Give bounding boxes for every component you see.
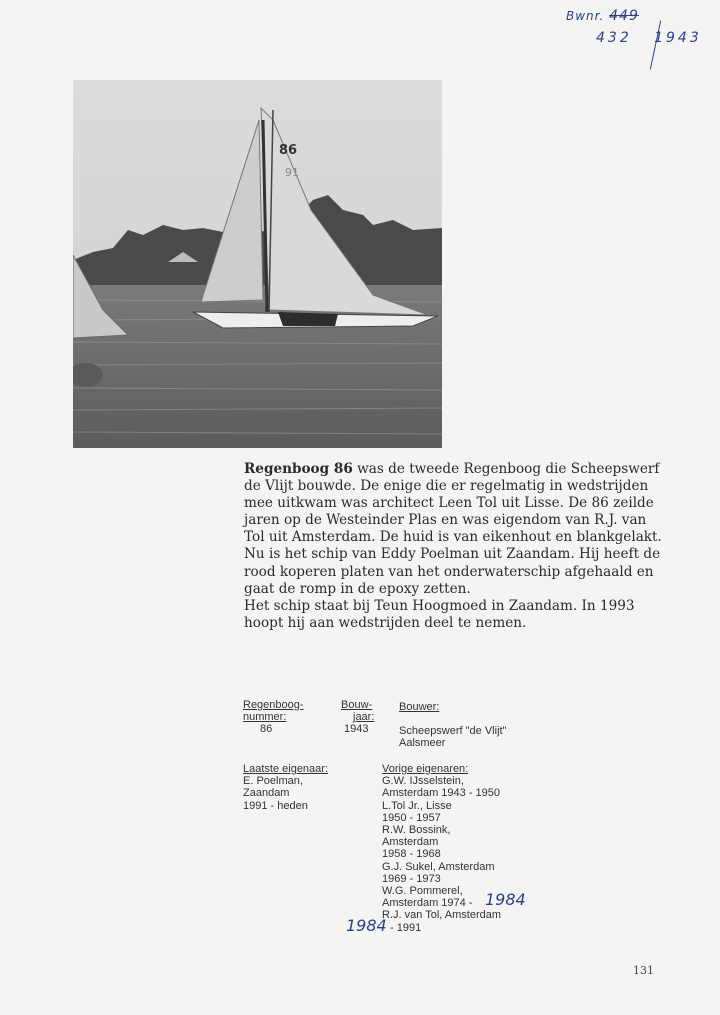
sailboat-photo <box>73 80 442 448</box>
bouwer-block <box>399 701 506 750</box>
annotation-year: 1943 <box>654 30 702 46</box>
vorige-eigenaar-line: - 1991 <box>390 921 422 934</box>
vorige-eigenaren-label: Vorige eigenaren: <box>382 763 469 775</box>
vorige-eigenaar-line: 1950 - 1957 <box>382 811 441 824</box>
nummer-label-line1: Regenboog- <box>243 699 304 711</box>
bouwer-line2: Aalsmeer <box>399 737 446 750</box>
annotation-number: 432 <box>596 30 632 46</box>
bouwjaar-value: 1943 <box>344 723 369 736</box>
handwritten-year-1984: 1984 <box>485 890 526 909</box>
sailboat-photo-drawing <box>73 80 442 448</box>
vorige-eigenaren-block <box>382 763 501 934</box>
handwritten-register-number <box>566 8 639 24</box>
bouwjaar-label-line2: jaar: <box>353 711 375 724</box>
annotation-struck-number: 449 <box>609 8 639 24</box>
sail-number-ghost: 91 <box>285 166 299 179</box>
vorige-eigenaar-line: Amsterdam 1974 - <box>382 897 473 910</box>
vorige-eigenaar-line: W.G. Pommerel, <box>382 885 463 898</box>
vorige-eigenaar-line: R.J. van Tol, Amsterdam <box>382 909 502 922</box>
vorige-eigenaar-line: G.J. Sukel, Amsterdam <box>382 860 495 873</box>
vorige-eigenaar-line: 1969 - 1973 <box>382 872 441 885</box>
article-paragraph-1 <box>244 461 664 546</box>
vorige-eigenaar-line: R.W. Bossink, <box>382 824 451 837</box>
page-number: 131 <box>633 964 654 977</box>
vorige-eigenaar-line: 1958 - 1968 <box>382 848 441 861</box>
article-text <box>244 461 664 632</box>
handwritten-year-1984-start: 1984 <box>346 916 387 935</box>
nummer-label-line2: nummer: <box>243 711 287 724</box>
vorige-eigenaar-line: G.W. IJsselstein, <box>382 775 464 788</box>
nummer-value: 86 <box>260 723 273 736</box>
vorige-eigenaar-line: Amsterdam <box>382 836 439 849</box>
vorige-eigenaar-line: L.Tol Jr., Lisse <box>382 799 452 812</box>
paragraph-1-text: was de tweede Regenboog die Scheepswerf de Vlijt bouwde. De enige die er regelmatig in wedstrijden mee uitkwam was architect Leen Tol uit Lisse. De 86 zeilde jaren op de Westeinder Plas en was eigendom van R.J. van Tol uit Amsterdam. De huid is van eikenhout en blankgelakt. <box>244 461 662 546</box>
nummer-block <box>243 699 304 736</box>
laatste-eigenaar-label: Laatste eigenaar: <box>243 763 329 775</box>
annotation-prefix: Bwnr. <box>566 9 605 23</box>
handwritten-corrected-number <box>596 30 702 46</box>
boat-name: Regenboog 86 <box>244 461 353 477</box>
laatste-eigenaar-line: Zaandam <box>243 787 290 800</box>
laatste-eigenaar-block <box>243 763 328 812</box>
article-paragraph-3: Het schip staat bij Teun Hoogmoed in Zaandam. In 1993 hoopt hij aan wedstrijden deel te nemen. <box>244 597 635 631</box>
laatste-eigenaar-line: E. Poelman, <box>243 775 303 788</box>
bouwer-label: Bouwer: <box>399 701 440 713</box>
laatste-eigenaar-line: 1991 - heden <box>243 799 308 812</box>
bouwer-line1: Scheepswerf "de Vlijt" <box>399 725 507 738</box>
bouwjaar-block <box>341 699 374 736</box>
vorige-eigenaar-line: Amsterdam 1943 - 1950 <box>382 787 501 800</box>
sail-number: 86 <box>279 143 298 158</box>
article-paragraph-2: Nu is het schip van Eddy Poelman uit Zaandam. Hij heeft de rood koperen platen van het onderwaterschip afgehaald en gaat de romp in de epoxy zetten. <box>244 546 661 597</box>
bouwjaar-label-line1: Bouw- <box>341 699 373 711</box>
